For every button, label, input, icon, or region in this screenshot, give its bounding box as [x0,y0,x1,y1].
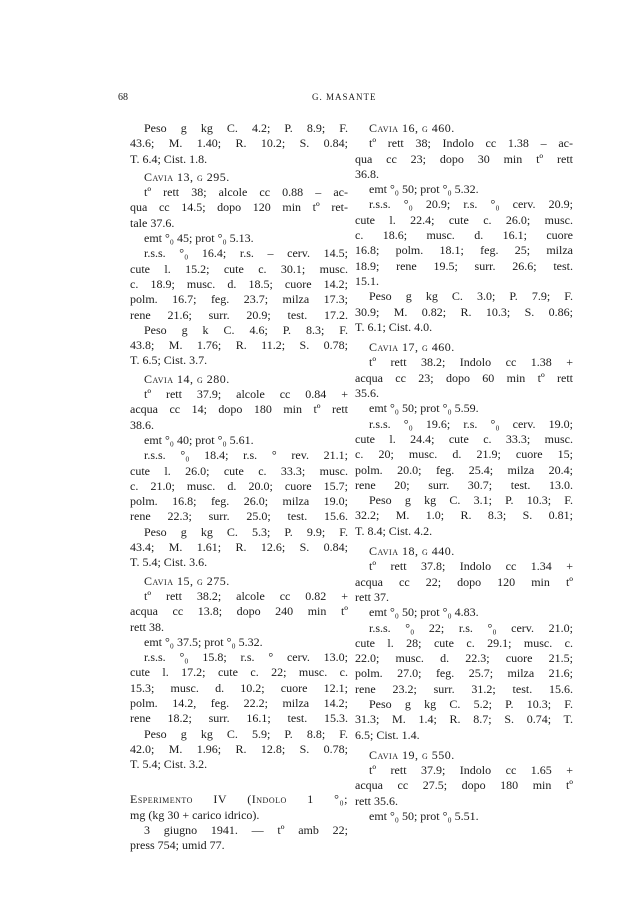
text-line: tº rett 38; alcole cc 0.88 – ac- [144,185,348,200]
text-line: emt °₀ 40; prot °₀ 5.61. [144,432,254,447]
text-line: tº rett 37.8; Indolo cc 1.34 + [369,559,573,574]
text-line: Cavia 18, g 440. [369,544,455,559]
text-line: Peso g kg C. 5.9; P. 8.8; F. [144,726,348,741]
text-line: 31.3; M. 1.4; R. 8.7; S. 0.74; T. [355,712,573,727]
text-line: r.s.s. °₀ 18.4; r.s. ° rev. 21.1; [144,448,348,463]
text-line: 43.8; M. 1.76; R. 11.2; S. 0.78; [130,338,348,353]
text-line: 42.0; M. 1.96; R. 12.8; S. 0.78; [130,741,348,756]
text-line: emt °₀ 50; prot °₀ 5.59. [369,401,479,416]
text-line: press 754; umid 77. [130,838,225,853]
text-line: polm. 16.7; feg. 23.7; milza 17.3; [130,292,348,307]
running-head: G. MASANTE [312,92,377,102]
text-line: tale 37.6. [130,215,175,230]
text-line: rene 18.2; surr. 16.1; test. 15.3. [130,711,348,726]
page-header [0,92,626,106]
text-line: 15.1. [355,273,379,288]
text-line: tº rett 38; Indolo cc 1.38 – ac- [369,136,573,151]
text-line: polm. 14.2, feg. 22.2; milza 14.2; [130,695,348,710]
text-line: rett 37. [355,589,389,604]
text-line: r.s.s. °₀ 20.9; r.s. °₀ cerv. 20.9; [369,197,573,212]
text-line: cute l. 26.0; cute c. 33.3; musc. [130,463,348,478]
text-line: cute l. 17.2; cute c. 22; musc. c. [130,665,348,680]
text-line: Peso g k C. 4.6; P. 8.3; F. [144,322,348,337]
text-line: acqua cc 14; dopo 180 min tº rett [130,402,348,417]
text-line: emt °₀ 37.5; prot °₀ 5.32. [144,634,263,649]
text-line: tº rett 37.9; Indolo cc 1.65 + [369,763,573,778]
text-line: T. 5.4; Cist. 3.6. [130,555,208,570]
text-line: cute l. 28; cute c. 29.1; musc. c. [355,635,573,650]
text-line: r.s.s. °₀ 15.8; r.s. ° cerv. 13.0; [144,650,348,665]
text-line: Cavia 15, g 275. [144,573,230,588]
text-line: cute l. 22.4; cute c. 26.0; musc. [355,212,573,227]
text-line: acqua cc 23; dopo 60 min tº rett [355,370,573,385]
text-line: Esperimento IV (Indolo 1 °₀; [130,792,348,807]
text-line: Cavia 13, g 295. [144,169,230,184]
text-line: rett 38. [130,619,164,634]
text-line: 3 giugno 1941. — tº amb 22; [144,823,348,838]
text-line: polm. 16.8; feg. 26.0; milza 19.0; [130,494,348,509]
text-line: qua cc 23; dopo 30 min tº rett [355,151,573,166]
text-line: T. 8.4; Cist. 4.2. [355,523,433,538]
text-line: c. 18.6; musc. d. 16.1; cuore [355,228,573,243]
text-line: T. 5.4; Cist. 3.2. [130,757,208,772]
text-line: tº rett 37.9; alcole cc 0.84 + [144,387,348,402]
text-line: mg (kg 30 + carico idrico). [130,807,260,822]
text-line: acqua cc 13.8; dopo 240 min tº [130,604,348,619]
text-line: emt °₀ 50; prot °₀ 5.32. [369,182,479,197]
text-line: Peso g kg C. 3.1; P. 10.3; F. [369,493,573,508]
right-text-column [355,121,573,824]
text-line: Cavia 17, g 460. [369,340,455,355]
text-line: r.s.s. °₀ 16.4; r.s. – cerv. 14.5; [144,246,348,261]
left-text-column [130,121,348,854]
text-line: T. 6.4; Cist. 1.8. [130,151,208,166]
text-line: tº rett 38.2; Indolo cc 1.38 + [369,355,573,370]
text-line: 43.4; M. 1.61; R. 12.6; S. 0.84; [130,540,348,555]
text-line: rene 22.3; surr. 25.0; test. 15.6. [130,509,348,524]
text-line: T. 6.1; Cist. 4.0. [355,319,433,334]
text-line: qua cc 14.5; dopo 120 min tº ret- [130,200,348,215]
text-line: Peso g kg C. 5.2; P. 10.3; F. [369,696,573,711]
text-line: polm. 27.0; feg. 25.7; milza 21.6; [355,666,573,681]
text-line: 18.9; rene 19.5; surr. 26.6; test. [355,258,573,273]
text-line: r.s.s. °₀ 19.6; r.s. °₀ cerv. 19.0; [369,416,573,431]
text-line: 43.6; M. 1.40; R. 10.2; S. 0.84; [130,136,348,151]
text-line: Peso g kg C. 3.0; P. 7.9; F. [369,289,573,304]
text-line: 35.6. [355,386,379,401]
text-line: rett 35.6. [355,793,398,808]
page-number: 68 [118,92,128,103]
text-line: rene 21.6; surr. 20.9; test. 17.2. [130,307,348,322]
text-line: r.s.s. °₀ 22; r.s. °₀ cerv. 21.0; [369,620,573,635]
text-line: 16.8; polm. 18.1; feg. 25; milza [355,243,573,258]
text-line: 38.6. [130,417,154,432]
text-line: c. 21.0; musc. d. 20.0; cuore 15.7; [130,478,348,493]
text-line: 36.8. [355,166,379,181]
text-line: 22.0; musc. d. 22.3; cuore 21.5; [355,651,573,666]
text-line: rene 20; surr. 30.7; test. 13.0. [355,477,573,492]
text-line: cute l. 24.4; cute c. 33.3; musc. [355,431,573,446]
text-line: c. 20; musc. d. 21.9; cuore 15; [355,447,573,462]
text-line: rene 23.2; surr. 31.2; test. 15.6. [355,681,573,696]
text-line: emt °₀ 45; prot °₀ 5.13. [144,231,254,246]
text-line: Cavia 19, g 550. [369,747,455,762]
text-line: emt °₀ 50; prot °₀ 4.83. [369,605,479,620]
text-line: polm. 20.0; feg. 25.4; milza 20.4; [355,462,573,477]
text-line: Cavia 14, g 280. [144,371,230,386]
text-line: cute l. 15.2; cute c. 30.1; musc. [130,261,348,276]
text-line: 30.9; M. 0.82; R. 10.3; S. 0.86; [355,304,573,319]
text-line: 15.3; musc. d. 10.2; cuore 12.1; [130,680,348,695]
text-line: acqua cc 27.5; dopo 180 min tº [355,778,573,793]
text-line: acqua cc 22; dopo 120 min tº [355,574,573,589]
text-line: tº rett 38.2; alcole cc 0.82 + [144,588,348,603]
text-line: T. 6.5; Cist. 3.7. [130,353,208,368]
text-line: Peso g kg C. 4.2; P. 8.9; F. [144,121,348,135]
text-line: Peso g kg C. 5.3; P. 9.9; F. [144,524,348,539]
text-line: 6.5; Cist. 1.4. [355,727,420,742]
text-line: 32.2; M. 1.0; R. 8.3; S. 0.81; [355,508,573,523]
text-line: Cavia 16, g 460. [369,121,455,135]
text-line: c. 18.9; musc. d. 18.5; cuore 14.2; [130,276,348,291]
text-line: emt °₀ 50; prot °₀ 5.51. [369,809,479,824]
